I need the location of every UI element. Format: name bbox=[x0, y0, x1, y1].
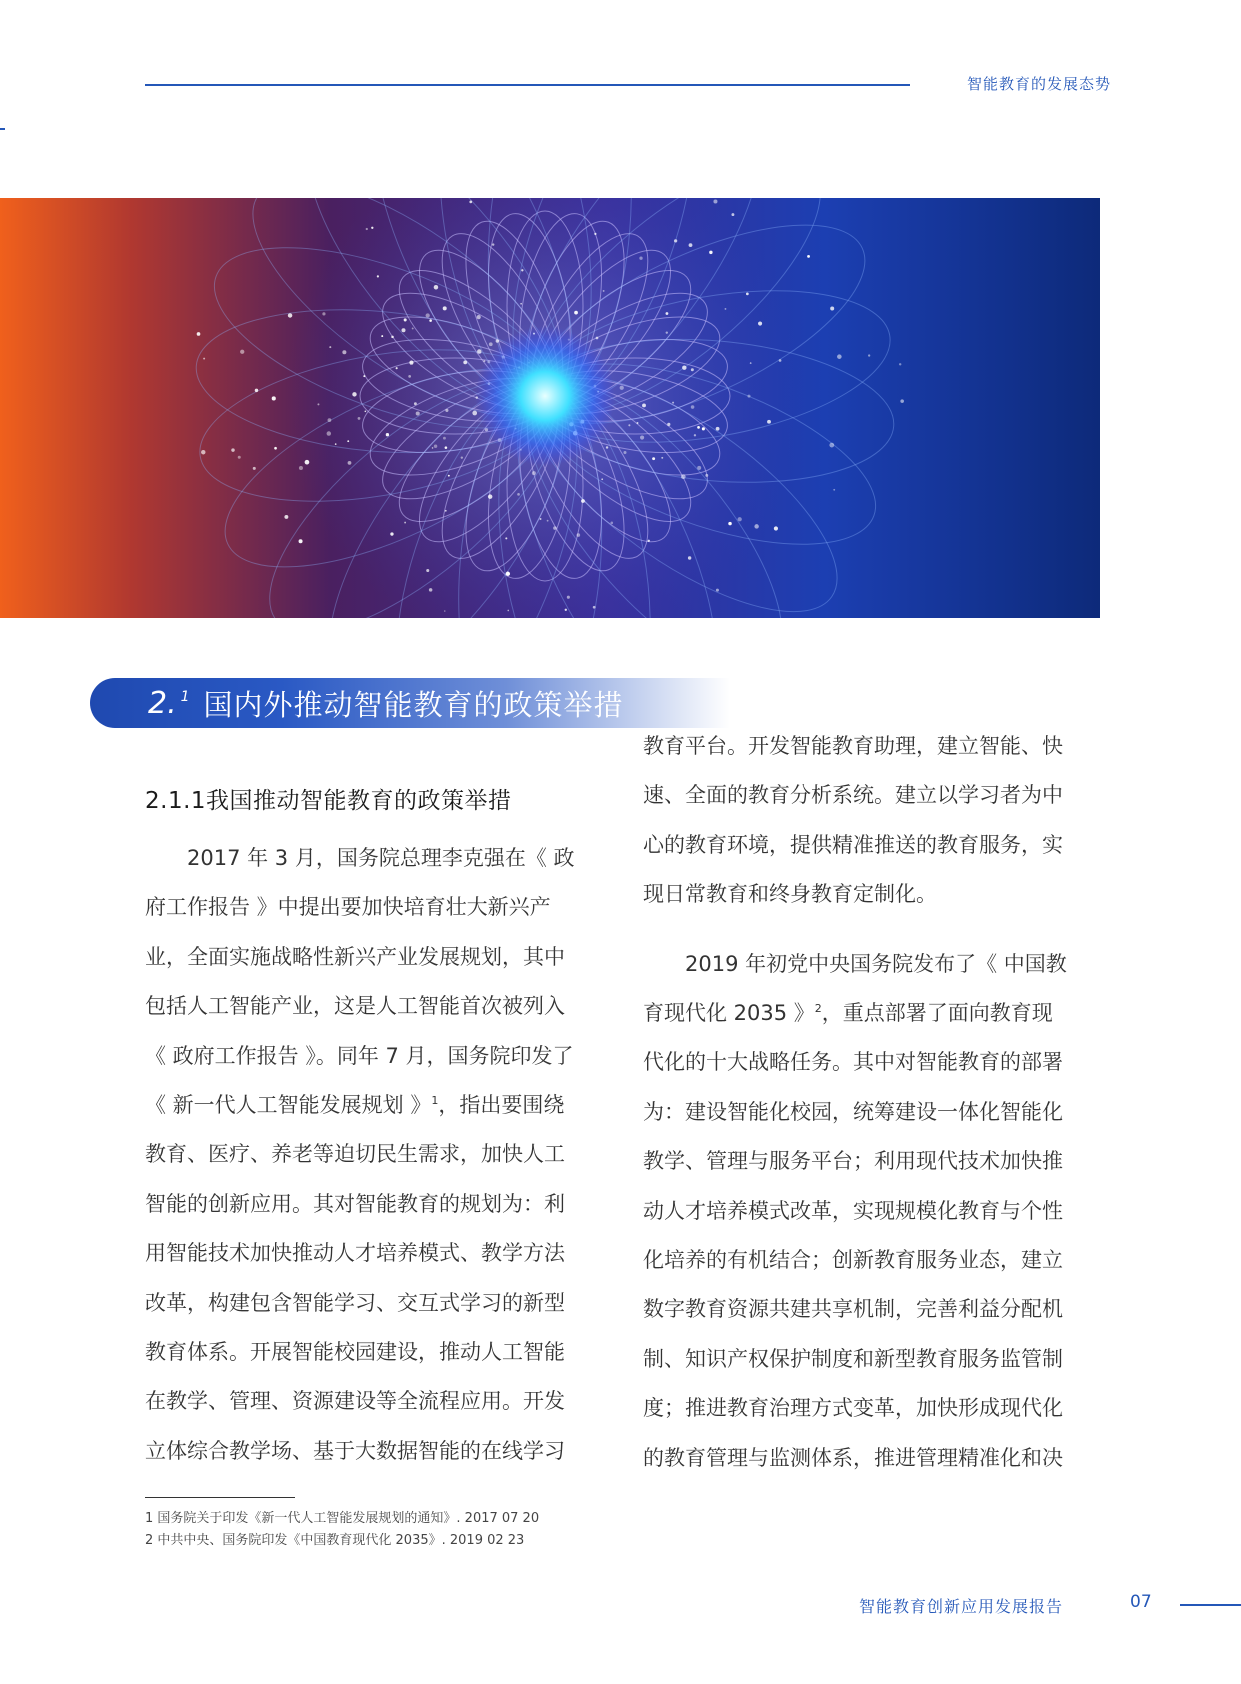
text-line: 代化的十大战略任务。其中对智能教育的部署 bbox=[643, 1050, 1063, 1075]
text-line: 包括人工智能产业，这是人工智能首次被列入 bbox=[145, 994, 565, 1019]
text-line: 2017 年 3 月，国务院总理李克强在《 政 bbox=[187, 846, 575, 870]
text-line: 度；推进教育治理方式变革，加快形成现代化 bbox=[643, 1396, 1063, 1421]
text-line: 2019 年初党中央国务院发布了《 中国教 bbox=[685, 951, 1067, 976]
text-line: 化培养的有机结合；创新教育服务业态，建立 bbox=[643, 1248, 1063, 1273]
footer-rule bbox=[1180, 1604, 1241, 1606]
text-line: 制、知识产权保护制度和新型教育服务监管制 bbox=[643, 1346, 1063, 1371]
text-line: 教学、管理与服务平台；利用现代技术加快推 bbox=[643, 1149, 1063, 1174]
side-mark bbox=[0, 128, 5, 130]
text-line: 立体综合教学场、基于大数据智能的在线学习 bbox=[145, 1438, 565, 1463]
header-rule bbox=[145, 84, 910, 86]
section-title: 国内外推动智能教育的政策举措 bbox=[203, 687, 624, 722]
text-line: 业，全面实施战略性新兴产业发展规划，其中 bbox=[145, 944, 565, 969]
text-line: 改革，构建包含智能学习、交互式学习的新型 bbox=[145, 1290, 565, 1315]
section-number: 2. bbox=[148, 685, 177, 721]
text-line: 《 政府工作报告 》。同年 7 月，国务院印发了 bbox=[145, 1043, 574, 1068]
footnote-1: 1 国务院关于印发《新一代人工智能发展规划的通知》. 2017 07 20 bbox=[145, 1511, 540, 1526]
subsection-title: 2.1.1我国推动智能教育的政策举措 bbox=[145, 788, 512, 814]
text-line: 府工作报告 》中提出要加快培育壮大新兴产 bbox=[145, 895, 551, 920]
text-line: 智能的创新应用。其对智能教育的规划为：利 bbox=[145, 1191, 565, 1216]
banner-image bbox=[0, 198, 1100, 618]
section-number-sub: 1 bbox=[180, 689, 190, 705]
left-column bbox=[145, 778, 605, 1476]
text-line: 教育体系。开展智能校园建设，推动人工智能 bbox=[145, 1340, 565, 1365]
footnote-ref: 2 bbox=[814, 1002, 822, 1016]
text-line: 速、全面的教育分析系统。建立以学习者为中 bbox=[643, 783, 1063, 808]
text-line: 用智能技术加快推动人才培养模式、教学方法 bbox=[145, 1241, 565, 1266]
footnote-rule bbox=[145, 1497, 295, 1498]
text-line: 的教育管理与监测体系，推进管理精准化和决 bbox=[643, 1445, 1063, 1470]
right-column bbox=[643, 722, 1103, 1483]
footnote-ref: 1 bbox=[431, 1094, 439, 1108]
running-footer: 智能教育创新应用发展报告 bbox=[858, 1597, 1063, 1616]
right-paragraph-1 bbox=[643, 722, 1103, 920]
text-line: 为：建设智能化校园，统筹建设一体化智能化 bbox=[643, 1099, 1063, 1124]
text-line: 数字教育资源共建共享机制，完善利益分配机 bbox=[643, 1297, 1063, 1322]
section-heading-bar bbox=[90, 678, 730, 728]
right-paragraph-2 bbox=[643, 940, 1103, 1483]
text-line: 心的教育环境，提供精准推送的教育服务，实 bbox=[643, 832, 1063, 857]
text-line: 教育平台。开发智能教育助理，建立智能、快 bbox=[643, 734, 1063, 758]
left-paragraph bbox=[145, 834, 605, 1476]
text-line: 在教学、管理、资源建设等全流程应用。开发 bbox=[145, 1389, 565, 1414]
text-line: 《 新一代人工智能发展规划 》$^1$，指出要围绕 bbox=[145, 1093, 565, 1118]
text-line: 育现代化 2035 》$^2$，重点部署了面向教育现 bbox=[643, 1001, 1053, 1026]
running-header: 智能教育的发展态势 bbox=[966, 75, 1111, 93]
footnotes bbox=[145, 1508, 539, 1552]
footnote-2: 2 中共中央、国务院印发《中国教育现代化 2035》. 2019 02 23 bbox=[145, 1533, 525, 1548]
text-line: 现日常教育和终身教育定制化。 bbox=[643, 882, 937, 907]
page-number: 07 bbox=[1130, 1592, 1152, 1612]
text-line: 动人才培养模式改革，实现规模化教育与个性 bbox=[643, 1198, 1063, 1223]
text-line: 教育、医疗、养老等迫切民生需求，加快人工 bbox=[145, 1142, 565, 1167]
